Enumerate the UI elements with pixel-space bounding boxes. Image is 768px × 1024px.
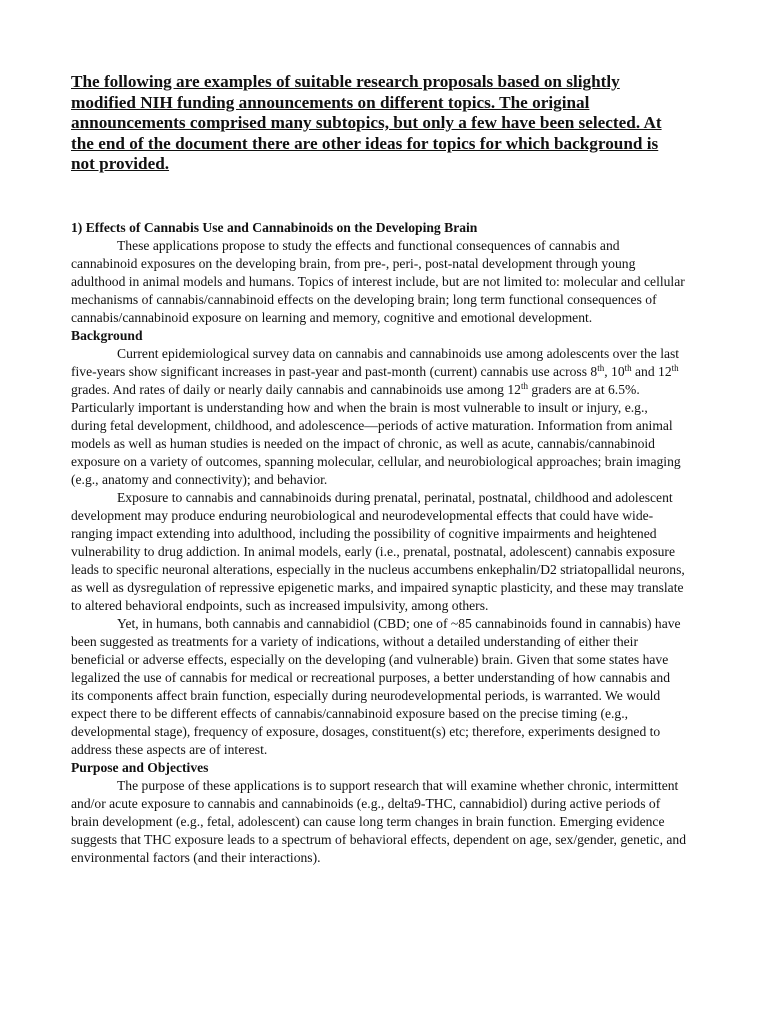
intro-heading: The following are examples of suitable research proposals based on slightly modified NIH funding announcements on different topics. The original announcements comprised many subtopics, but only a few have been selected. At the end of the document there are other ideas for topics for which background is not provided. bbox=[71, 72, 662, 174]
superscript: th bbox=[520, 380, 528, 391]
section-title: 1) Effects of Cannabis Use and Cannabinoids on the Developing Brain bbox=[71, 219, 478, 235]
background-paragraph-1 bbox=[71, 345, 686, 489]
superscript: th bbox=[597, 362, 605, 373]
text-run: grades. And rates of daily or nearly daily cannabis and cannabinoids use among 12 bbox=[71, 381, 521, 397]
background-paragraph-2: Exposure to cannabis and cannabinoids during prenatal, perinatal, postnatal, childhood and adolescent development may produce enduring neurobiological and neurodevelopmental effects that could have wide-ranging impact extending into adulthood, including the possibility of cognitive impairments and heightened vulnerability to drug addiction. In animal models, early (i.e., prenatal, postnatal, adolescent) cannabis exposure leads to specific neuronal alterations, especially in the nucleus accumbens enkephalin/D2 striatopallidal neurons, as well as dysregulation of repressive epigenetic marks, and impaired synaptic plasticity, and these may translate to altered behavioral endpoints, such as increased impulsivity, among others. bbox=[71, 489, 685, 613]
text-run: graders are at 6.5%. Particularly important is understanding how and when the brain is most vulnerable to insult or injury, e.g., during fetal development, childhood, and adolescence—periods of active maturation. Information from animal models as well as human studies is needed on the impact of chronic, as well as acute, cannabis/cannabinoid exposure on a variety of outcomes, spanning molecular, cellular, and neurobiological approaches; brain imaging (e.g., anatomy and connectivity); and behavior. bbox=[71, 381, 681, 487]
background-paragraph-3: Yet, in humans, both cannabis and cannabidiol (CBD; one of ~85 cannabinoids found in cannabis) have been suggested as treatments for a variety of indications, without a detailed understanding of either their beneficial or adverse effects, especially on the developing (and vulnerable) brain. Given that some states have legalized the use of cannabis for medical or recreational purposes, a better understanding of how cannabis and its components affect brain function, especially during neurodevelopmental periods, is warranted. We would expect there to be different effects of cannabis/cannabinoid exposure based on the precise timing (e.g., developmental stage), frequency of exposure, dosages, constituent(s) etc; therefore, experiments designed to address these aspects are of interest. bbox=[71, 615, 681, 757]
purpose-paragraph-1: The purpose of these applications is to support research that will examine whether chronic, intermittent and/or acute exposure to cannabis and cannabinoids (e.g., delta9-THC, cannabidiol) during active periods of brain development (e.g., fetal, adolescent) can cause long term changes in brain function. Emerging evidence suggests that THC exposure leads to a spectrum of behavioral effects, dependent on age, sex/gender, genetic, and environmental factors (and their interactions). bbox=[71, 777, 687, 865]
superscript: th bbox=[624, 362, 632, 373]
text-run: Current epidemiological survey data on cannabis and cannabinoids use among adolescents over the last five-years show significant increases in past-year and past-month (current) cannabis use across 8 bbox=[71, 345, 680, 379]
text-run: and 12 bbox=[631, 363, 672, 379]
section-summary: These applications propose to study the effects and functional consequences of cannabis and cannabinoid exposures on the developing brain, from pre-, peri-, post-natal development through young adulthood in animal models and humans. Topics of interest include, but are not limited to: molecular and cellular mechanisms of cannabis/cannabinoid effects on the developing brain; long term functional consequences of cannabis/cannabinoid exposure on learning and memory, cognitive and emotional development. bbox=[71, 237, 685, 325]
superscript: th bbox=[671, 362, 679, 373]
purpose-heading: Purpose and Objectives bbox=[71, 759, 209, 775]
background-heading: Background bbox=[71, 327, 143, 343]
text-run: , 10 bbox=[604, 363, 625, 379]
document-page bbox=[71, 72, 686, 867]
